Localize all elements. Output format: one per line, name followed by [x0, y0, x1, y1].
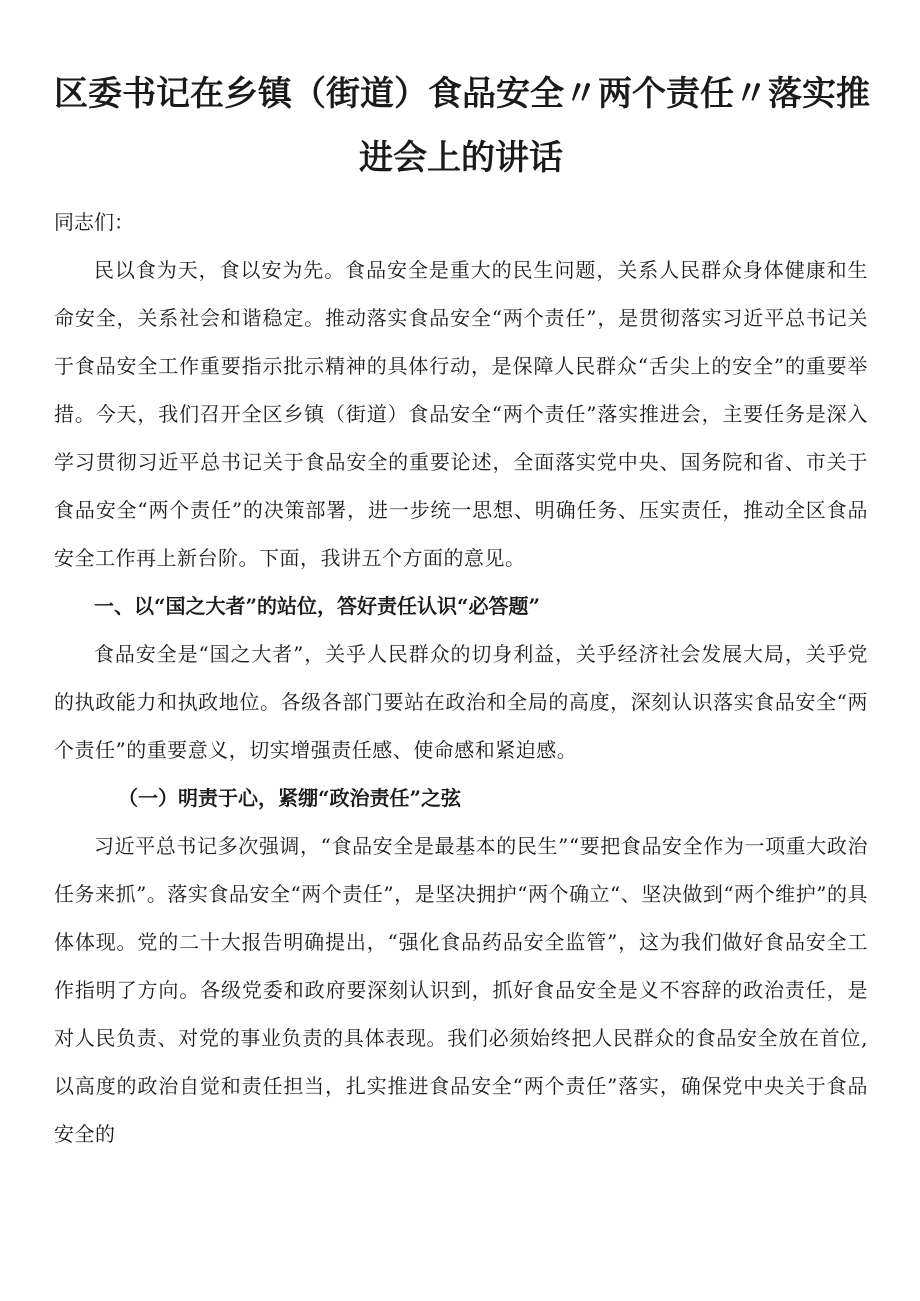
salutation: 同志们： — [54, 210, 134, 234]
section-heading-1: 一、以“国之大者”的站位，答好责任认识“必答题” — [94, 594, 541, 618]
title-line-1: 区委书记在乡镇（街道）食品安全〃两个责任〃落实推 — [54, 74, 870, 114]
subsection-heading-1: （一）明责于心，紧绷“政治责任”之弦 — [118, 786, 462, 810]
paragraph-intro: 民以食为天，食以安为先。食品安全是重大的民生问题，关系人民群众身体健康和生命安全，关系社会和谐稳定。推动落实食品安全“两个责任”，是贯彻落实习近平总书记关于食品安全工作重要指示批示精神的具体行动，是保障人民群众“舌尖上的安全”的重要举措。今天，我们召开全区乡镇（街道）食品安全“两个责任”落实推进会，主要任务是深入学习贯彻习近平总书记关于食品安全的重要论述，全面落实党中央、国务院和省、市关于食品安全“两个责任”的决策部署，进一步统一思想、明确任务、压实责任，推动全区食品安全工作再上新台阶。下面，我讲五个方面的意见。 — [54, 258, 868, 570]
paragraph-subsection-1: 习近平总书记多次强调，“食品安全是最基本的民生”“要把食品安全作为一项重大政治任务来抓”。落实食品安全“两个责任”，是坚决拥护“两个确立“、坚决做到“两个维护”的具体体现。党的二十大报告明确提出，“强化食品药品安全监管”，这为我们做好食品安全工作指明了方向。各级党委和政府要深刻认识到，抓好食品安全是义不容辞的政治责任，是对人民负责、对党的事业负责的具体表现。我们必须始终把人民群众的食品安全放在首位,以高度的政治自觉和责任担当，扎实推进食品安全“两个责任”落实，确保党中央关于食品安全的 — [54, 834, 868, 1146]
title-line-2: 进会上的讲话 — [359, 138, 563, 178]
document-title — [54, 62, 868, 190]
paragraph-section-1: 食品安全是“国之大者”，关乎人民群众的切身利益，关乎经济社会发展大局，关乎党的执政能力和执政地位。各级各部门要站在政治和全局的高度，深刻认识落实食品安全“两个责任”的重要意义，切实增强责任感、使命感和紧迫感。 — [54, 642, 868, 762]
